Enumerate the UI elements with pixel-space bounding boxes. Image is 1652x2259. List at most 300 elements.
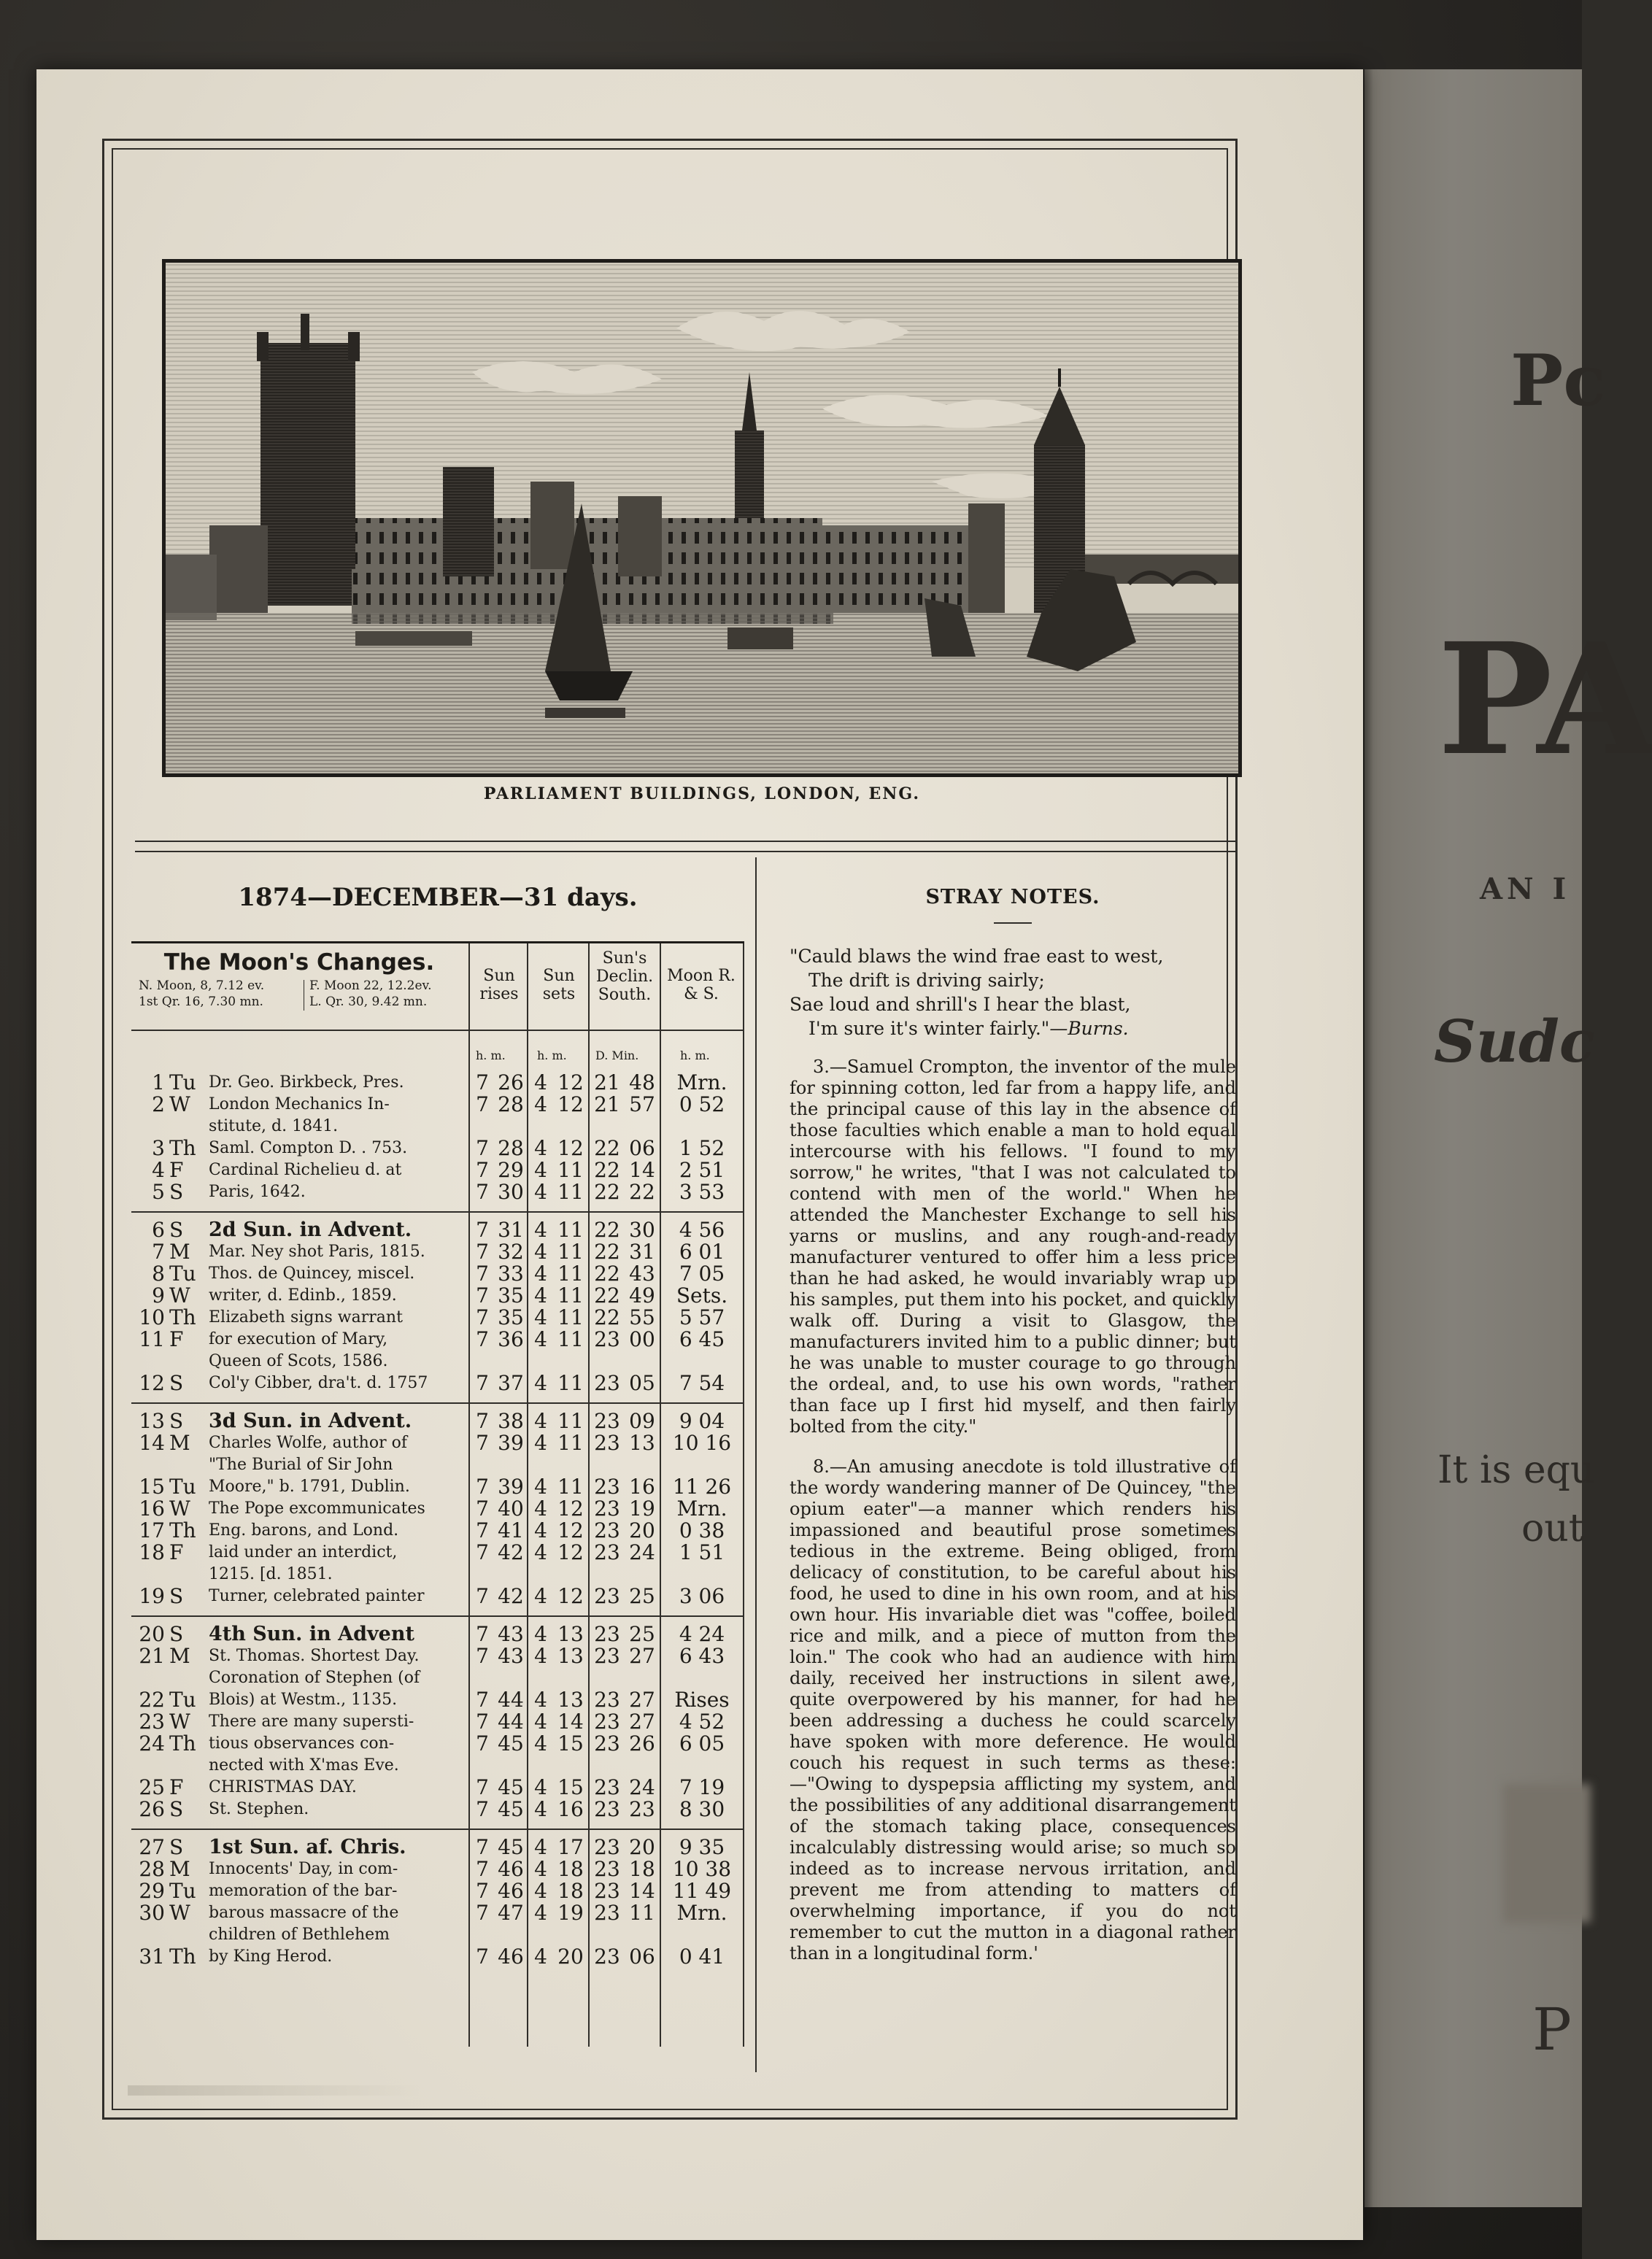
sunset-minute: 12 (557, 1540, 584, 1564)
calendar-row (131, 1777, 744, 1799)
week-group (131, 1623, 744, 1820)
declination-minutes: 49 (629, 1283, 655, 1308)
declination-minutes: 06 (629, 1945, 655, 1969)
declination-degrees: 23 (594, 1901, 620, 1925)
declination-minutes: 18 (629, 1857, 655, 1881)
week-group (131, 1837, 744, 1968)
event-text: Turner, celebrated painter (209, 1587, 425, 1605)
moon-rise-set: 11 26 (672, 1475, 732, 1499)
declination-degrees: 23 (594, 1857, 620, 1881)
day-number: 14 (139, 1431, 165, 1455)
declination-minutes: 27 (629, 1644, 655, 1668)
engraving-caption: PARLIAMENT BUILDINGS, LONDON, ENG. (483, 784, 921, 803)
sunrise-minute: 41 (498, 1518, 524, 1542)
verse-line: The drift is driving sairly; (808, 970, 1045, 991)
sunset-hour: 4 (534, 1180, 547, 1204)
calendar-row (131, 1858, 744, 1880)
declination-minutes: 19 (629, 1497, 655, 1521)
sunrise-hour: 7 (476, 1497, 489, 1521)
sunrise-hour: 7 (476, 1218, 489, 1242)
event-text: 3d Sun. in Advent. (209, 1410, 412, 1432)
declination-minutes: 11 (629, 1901, 655, 1925)
declination-minutes: 43 (629, 1262, 655, 1286)
moon-rise-set: 7 05 (679, 1262, 725, 1286)
sunset-minute: 15 (557, 1775, 584, 1799)
event-text: St. Thomas. Shortest Day. (209, 1647, 420, 1665)
weekday: M (169, 1857, 190, 1881)
sunset-minute: 11 (557, 1283, 584, 1308)
weekday: Tu (169, 1475, 196, 1499)
day-number: 13 (139, 1409, 165, 1433)
sunset-hour: 4 (534, 1218, 547, 1242)
sunset-hour: 4 (534, 1879, 547, 1903)
sunrise-hour: 7 (476, 1710, 489, 1734)
calendar-row (131, 1645, 744, 1667)
sunrise-hour: 7 (476, 1475, 489, 1499)
day-number: 24 (139, 1731, 165, 1756)
moon-rise-set: 4 56 (679, 1218, 725, 1242)
moon-rise-set: 0 52 (679, 1092, 725, 1116)
weekday: S (169, 1797, 184, 1821)
weekday: Th (169, 1305, 196, 1329)
sunset-hour: 4 (534, 1710, 547, 1734)
declination-degrees: 22 (594, 1136, 620, 1160)
moon-rise-set: 6 45 (679, 1327, 725, 1351)
declination-degrees: 23 (594, 1775, 620, 1799)
event-text: 2d Sun. in Advent. (209, 1219, 412, 1241)
declination-degrees: 22 (594, 1218, 620, 1242)
day-number: 3 (152, 1136, 165, 1160)
sunset-minute: 13 (557, 1688, 584, 1712)
day-number: 29 (139, 1879, 165, 1903)
sunset-hour: 4 (534, 1497, 547, 1521)
calendar-row (131, 1219, 744, 1241)
title-dash (994, 922, 1032, 924)
event-text: Cardinal Richelieu d. at (209, 1161, 402, 1179)
sunrise-minute: 32 (498, 1240, 524, 1264)
sunrise-minute: 42 (498, 1584, 524, 1608)
sunset-minute: 11 (557, 1327, 584, 1351)
sunrise-hour: 7 (476, 1305, 489, 1329)
sunset-hour: 4 (534, 1901, 547, 1925)
weekday: S (169, 1409, 184, 1433)
sunrise-hour: 7 (476, 1901, 489, 1925)
adjoining-page (1365, 69, 1652, 2207)
declination-minutes: 14 (629, 1158, 655, 1182)
sunset-hour: 4 (534, 1644, 547, 1668)
event-text: barous massacre of the (209, 1904, 399, 1922)
calendar-row (131, 1351, 744, 1372)
moon-rise-set: 0 38 (679, 1518, 725, 1542)
sunrise-hour: 7 (476, 1731, 489, 1756)
sunset-hour: 4 (534, 1584, 547, 1608)
moon-phase: N. Moon, 8, 7.12 ev. (139, 978, 265, 993)
calendar-row (131, 1689, 744, 1711)
sunrise-minute: 28 (498, 1136, 524, 1160)
sunset-hour: 4 (534, 1688, 547, 1712)
calendar-row (131, 1372, 744, 1394)
declination-degrees: 23 (594, 1518, 620, 1542)
event-text: for execution of Mary, (209, 1330, 388, 1348)
calendar-row (131, 1181, 744, 1203)
sunrise-minute: 42 (498, 1540, 524, 1564)
print-smudge (128, 2085, 420, 2096)
moon-changes-header (131, 949, 467, 976)
calendar-row (131, 1520, 744, 1542)
declination-degrees: 23 (594, 1797, 620, 1821)
declination-minutes: 20 (629, 1518, 655, 1542)
sunset-minute: 12 (557, 1070, 584, 1094)
declination-degrees: 23 (594, 1622, 620, 1646)
sunrise-hour: 7 (476, 1283, 489, 1308)
calendar-row (131, 1138, 744, 1159)
sunrise-minute: 44 (498, 1688, 524, 1712)
sunrise-hour: 7 (476, 1879, 489, 1903)
declination-minutes: 23 (629, 1797, 655, 1821)
event-text: CHRISTMAS DAY. (209, 1778, 357, 1796)
weekday: Th (169, 1731, 196, 1756)
declination-minutes: 05 (629, 1371, 655, 1395)
declination-degrees: 23 (594, 1879, 620, 1903)
event-text: Innocents' Day, in com- (209, 1860, 398, 1878)
event-text: "The Burial of Sir John (209, 1456, 393, 1474)
declination-degrees: 23 (594, 1327, 620, 1351)
sunset-minute: 11 (557, 1305, 584, 1329)
moon-changes-title: The Moon's Changes. (163, 949, 435, 976)
declination-degrees: 22 (594, 1158, 620, 1182)
declination-minutes: 31 (629, 1240, 655, 1264)
adjoining-page-smudge (1503, 1784, 1591, 1923)
declination-minutes: 00 (629, 1327, 655, 1351)
weekday: Th (169, 1518, 196, 1542)
sunset-hour: 4 (534, 1262, 547, 1286)
note-paragraph: 8.—An amusing anecdote is told illustrative of the wordy wandering manner of De Quincey, "the opium eater"—a manner which renders his impassioned and beautiful prose sometimes tedious in the extreme. Being obliged, from delicacy of constitution, to be careful about his food, he used to dine in his own room, and at his own hour. His invariable diet was "coffee, boiled rice and milk, and a piece of mutton from the loin." The cook who had an audience with him daily, received her instructions in silent awe, quite overpowered by his manner, for had he been addressing a duchess he could scarcely have spoken with more deference. He would couch his request in such terms as these:—"Owing to dyspepsia afflicting my system, and the possibilities of any additional disarrangement of the stomach taking place, consequences incalculably distressing would arise; so much so indeed as to increase nervous irritation, and prevent me from attending to matters of overwhelming importance, if you do not remember to cut the mutton in a diagonal rather than in a longitudinal form.' (790, 1456, 1236, 1963)
weekday: S (169, 1835, 184, 1859)
sunrise-minute: 30 (498, 1180, 524, 1204)
declination-minutes: 09 (629, 1409, 655, 1433)
sunrise-minute: 43 (498, 1644, 524, 1668)
stray-notes (790, 887, 1236, 1964)
moon-rise-set: 2 51 (679, 1158, 725, 1182)
sunrise-hour: 7 (476, 1945, 489, 1969)
unit-label: h. m. (537, 1049, 567, 1062)
sunrise-minute: 31 (498, 1218, 524, 1242)
calendar-row (131, 1329, 744, 1351)
header-rule (131, 1030, 744, 1031)
week-group (131, 1219, 744, 1394)
sunset-hour: 4 (534, 1409, 547, 1433)
sunrise-minute: 33 (498, 1262, 524, 1286)
day-number: 15 (139, 1475, 165, 1499)
event-text: Elizabeth signs warrant (209, 1308, 403, 1327)
declination-minutes: 55 (629, 1305, 655, 1329)
sunrise-minute: 46 (498, 1945, 524, 1969)
verse-line: "Cauld blaws the wind frae east to west, (790, 946, 1164, 967)
sunrise-hour: 7 (476, 1136, 489, 1160)
sunrise-hour: 7 (476, 1180, 489, 1204)
event-text: Mar. Ney shot Paris, 1815. (209, 1243, 425, 1261)
weekday: S (169, 1371, 184, 1395)
calendar-row (131, 1094, 744, 1116)
sunset-minute: 12 (557, 1136, 584, 1160)
moon-rise-set: 1 52 (679, 1136, 725, 1160)
weekday: F (169, 1775, 184, 1799)
declination-degrees: 22 (594, 1305, 620, 1329)
sunrise-minute: 47 (498, 1901, 524, 1925)
sunset-hour: 4 (534, 1835, 547, 1859)
sunset-hour: 4 (534, 1431, 547, 1455)
week-rule (131, 1615, 744, 1617)
declination-header: Sun's Declin. South. (595, 949, 654, 1004)
calendar-row (131, 1542, 744, 1564)
sunrise-hour: 7 (476, 1540, 489, 1564)
declination-minutes: 24 (629, 1775, 655, 1799)
event-text: Charles Wolfe, author of (209, 1434, 407, 1452)
declination-degrees: 22 (594, 1180, 620, 1204)
parliament-engraving (162, 259, 1242, 777)
declination-degrees: 23 (594, 1371, 620, 1395)
weekday: S (169, 1622, 184, 1646)
declination-degrees: 23 (594, 1497, 620, 1521)
event-text: Thos. de Quincey, miscel. (209, 1264, 415, 1283)
moon-phase: F. Moon 22, 12.2ev. (309, 978, 432, 993)
declination-degrees: 23 (594, 1431, 620, 1455)
verse-line-last (790, 1016, 1236, 1040)
day-number: 11 (139, 1327, 165, 1351)
sunrise-minute: 36 (498, 1327, 524, 1351)
sunrise-hour: 7 (476, 1644, 489, 1668)
calendar-row (131, 1623, 744, 1645)
event-text: St. Stephen. (209, 1800, 309, 1818)
event-text: Queen of Scots, 1586. (209, 1352, 388, 1370)
verse-line: I'm sure it's winter fairly." (808, 1018, 1050, 1039)
calendar-row (131, 1799, 744, 1820)
weekday: F (169, 1158, 184, 1182)
declination-minutes: 30 (629, 1218, 655, 1242)
calendar-row (131, 1285, 744, 1307)
declination-degrees: 23 (594, 1710, 620, 1734)
event-text: There are many supersti- (209, 1712, 414, 1731)
moon-rise-set: 8 30 (679, 1797, 725, 1821)
sunrise-hour: 7 (476, 1371, 489, 1395)
weekday: Tu (169, 1262, 196, 1286)
declination-minutes: 22 (629, 1180, 655, 1204)
weekday: S (169, 1180, 184, 1204)
sunset-hour: 4 (534, 1945, 547, 1969)
declination-minutes: 27 (629, 1688, 655, 1712)
sunset-minute: 11 (557, 1240, 584, 1264)
declination-minutes: 20 (629, 1835, 655, 1859)
adjoining-page-fragment: PA (1437, 609, 1652, 789)
sunrise-minute: 43 (498, 1622, 524, 1646)
sunrise-minute: 26 (498, 1070, 524, 1094)
sunrise-hour: 7 (476, 1327, 489, 1351)
weekday: Th (169, 1945, 196, 1969)
sunset-minute: 11 (557, 1431, 584, 1455)
declination-minutes: 26 (629, 1731, 655, 1756)
moon-rise-set: 11 49 (672, 1879, 732, 1903)
day-number: 6 (152, 1218, 165, 1242)
sunset-hour: 4 (534, 1857, 547, 1881)
moon-rise-set: 3 53 (679, 1180, 725, 1204)
note-paragraph: 3.—Samuel Crompton, the inventor of the mule for spinning cotton, led far from a happy life, and the principal cause of this lay in the absence of those faculties which enable a man to hold equal intercourse with his fellows. "I found to my sorrow," he writes, "that I was not calculated to contend with men of the world." When he attended the Manchester Exchange to sell his yarns or muslins, and any rough-and-ready manufacturer ventured to offer him a less price than he had asked, he would invariably wrap up his samples, put them into his pocket, and quickly walk off. During a visit to Glasgow, the manufacturers invited him to a public dinner; but he was unable to muster courage to go through the ordeal, and, to use his own words, "rather than face up I first hid myself, and then fairly bolted from the city." (790, 1057, 1236, 1437)
adjoining-page-fragment: It is equ (1437, 1448, 1595, 1492)
weekday: Tu (169, 1070, 196, 1094)
calendar-row (131, 1733, 744, 1755)
event-text: Col'y Cibber, dra't. d. 1757 (209, 1374, 428, 1392)
declination-degrees: 23 (594, 1584, 620, 1608)
week-group (131, 1072, 744, 1203)
event-text: writer, d. Edinb., 1859. (209, 1286, 397, 1305)
declination-minutes: 25 (629, 1622, 655, 1646)
sunset-hour: 4 (534, 1371, 547, 1395)
calendar-row (131, 1476, 744, 1498)
calendar-row (131, 1116, 744, 1138)
sunrise-minute: 46 (498, 1857, 524, 1881)
sunset-hour: 4 (534, 1518, 547, 1542)
sunrise-hour: 7 (476, 1262, 489, 1286)
sunrise-minute: 44 (498, 1710, 524, 1734)
event-text: Eng. barons, and Lond. (209, 1521, 399, 1540)
moon-rise-set: Mrn. (676, 1070, 727, 1094)
section-rule (135, 851, 1237, 852)
sunrise-minute: 46 (498, 1879, 524, 1903)
moon-rs-header: Moon R. & S. (667, 967, 736, 1003)
sunrise-hour: 7 (476, 1797, 489, 1821)
sun-sets-header: Sun sets (542, 967, 576, 1003)
moon-rise-set: Mrn. (676, 1901, 727, 1925)
sunset-hour: 4 (534, 1475, 547, 1499)
sunset-minute: 12 (557, 1518, 584, 1542)
day-number: 10 (139, 1305, 165, 1329)
sunset-hour: 4 (534, 1327, 547, 1351)
weekday: W (169, 1092, 190, 1116)
calendar-row (131, 1586, 744, 1607)
sunrise-hour: 7 (476, 1158, 489, 1182)
declination-degrees: 22 (594, 1283, 620, 1308)
sunset-minute: 12 (557, 1584, 584, 1608)
calendar-row (131, 1072, 744, 1094)
calendar-table (131, 941, 744, 2047)
moon-rise-set: 7 54 (679, 1371, 725, 1395)
calendar-row (131, 1432, 744, 1454)
event-text: Blois) at Westm., 1135. (209, 1691, 398, 1709)
event-text: The Pope excommunicates (209, 1499, 425, 1518)
day-number: 23 (139, 1710, 165, 1734)
day-number: 22 (139, 1688, 165, 1712)
calendar-row (131, 1454, 744, 1476)
sunrise-minute: 45 (498, 1835, 524, 1859)
sunset-minute: 11 (557, 1475, 584, 1499)
event-text: Dr. Geo. Birkbeck, Pres. (209, 1073, 404, 1092)
sunrise-hour: 7 (476, 1431, 489, 1455)
calendar-row (131, 1880, 744, 1902)
sunrise-hour: 7 (476, 1688, 489, 1712)
sunset-hour: 4 (534, 1092, 547, 1116)
sunrise-hour: 7 (476, 1070, 489, 1094)
weekday: S (169, 1584, 184, 1608)
weekday: M (169, 1431, 190, 1455)
weekday: Tu (169, 1688, 196, 1712)
sunrise-hour: 7 (476, 1775, 489, 1799)
declination-minutes: 14 (629, 1879, 655, 1903)
sunset-minute: 11 (557, 1158, 584, 1182)
sunrise-hour: 7 (476, 1584, 489, 1608)
declination-degrees: 22 (594, 1240, 620, 1264)
sunrise-minute: 35 (498, 1283, 524, 1308)
weekday: W (169, 1710, 190, 1734)
day-number: 26 (139, 1797, 165, 1821)
event-text: stitute, d. 1841. (209, 1117, 339, 1135)
calendar-row (131, 1564, 744, 1586)
verse-line: Sae loud and shrill's I hear the blast, (790, 994, 1131, 1015)
adjoining-page-fragment: AN I (1480, 872, 1571, 906)
sunrise-minute: 40 (498, 1497, 524, 1521)
day-number: 18 (139, 1540, 165, 1564)
calendar-row (131, 1498, 744, 1520)
declination-degrees: 23 (594, 1835, 620, 1859)
sunrise-minute: 29 (498, 1158, 524, 1182)
moon-rise-set: Rises (674, 1688, 730, 1712)
calendar-row (131, 1241, 744, 1263)
sunrise-minute: 35 (498, 1305, 524, 1329)
event-text: Paris, 1642. (209, 1183, 306, 1201)
day-number: 1 (152, 1070, 165, 1094)
sunrise-minute: 28 (498, 1092, 524, 1116)
weekday: S (169, 1218, 184, 1242)
sunset-minute: 15 (557, 1731, 584, 1756)
declination-minutes: 06 (629, 1136, 655, 1160)
declination-minutes: 13 (629, 1431, 655, 1455)
moon-rise-set: 3 06 (679, 1584, 725, 1608)
day-number: 16 (139, 1497, 165, 1521)
calendar-row (131, 1263, 744, 1285)
day-number: 5 (152, 1180, 165, 1204)
weekday: Tu (169, 1879, 196, 1903)
moon-rise-set: Mrn. (676, 1497, 727, 1521)
sunrise-minute: 45 (498, 1797, 524, 1821)
moon-rise-set: 4 24 (679, 1622, 725, 1646)
sunset-hour: 4 (534, 1775, 547, 1799)
sunrise-hour: 7 (476, 1240, 489, 1264)
moon-rise-set: 1 51 (679, 1540, 725, 1564)
moon-rise-set: 6 01 (679, 1240, 725, 1264)
sunset-minute: 11 (557, 1409, 584, 1433)
sunset-minute: 20 (557, 1945, 584, 1969)
calendar-row (131, 1410, 744, 1432)
declination-degrees: 21 (594, 1092, 620, 1116)
moon-rise-set: 10 38 (672, 1857, 732, 1881)
sunset-hour: 4 (534, 1622, 547, 1646)
sunrise-minute: 45 (498, 1775, 524, 1799)
event-text: 1215. [d. 1851. (209, 1565, 333, 1583)
section-rule (135, 841, 1237, 842)
moon-rise-set: 5 57 (679, 1305, 725, 1329)
sunrise-minute: 39 (498, 1431, 524, 1455)
unit-label: h. m. (680, 1049, 710, 1062)
declination-degrees: 23 (594, 1540, 620, 1564)
event-text: tious observances con- (209, 1734, 395, 1753)
day-number: 25 (139, 1775, 165, 1799)
weekday: Th (169, 1136, 196, 1160)
week-rule (131, 1402, 744, 1404)
day-number: 7 (152, 1240, 165, 1264)
calendar-title: 1874—DECEMBER—31 days. (238, 883, 638, 912)
event-text: 4th Sun. in Advent (209, 1623, 414, 1645)
event-text: 1st Sun. af. Chris. (209, 1836, 406, 1858)
sunrise-hour: 7 (476, 1622, 489, 1646)
sunset-minute: 17 (557, 1835, 584, 1859)
